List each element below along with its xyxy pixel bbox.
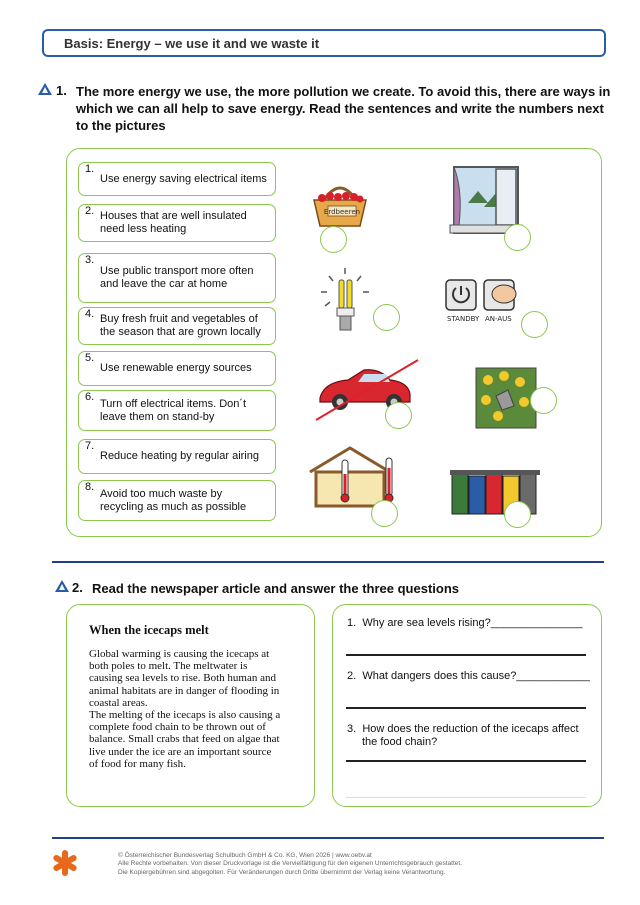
sentence-box-2: 2. Houses that are well insulated need less heating (78, 204, 276, 242)
recycling-bins-picture (450, 466, 548, 520)
sentence-box-5: 5. Use renewable energy sources (78, 351, 276, 386)
worksheet-title: Basis: Energy – we use it and we waste it (42, 29, 606, 57)
article-headline: When the icecaps melt (89, 623, 209, 637)
pencil-triangle-icon (55, 580, 69, 592)
answer-circle-bulb[interactable] (373, 304, 400, 331)
sentence-box-4: 4. Buy fresh fruit and vegetables of the season that are grown locally (78, 307, 276, 345)
insulated-house-picture (306, 444, 402, 508)
article-body: Global warming is causing the icecaps at both poles to melt. The meltwater is causing sea levels to rise. Both human and animal habitats are in danger of flooding in coastal areas. The melting of the icecaps is also causing a complete food chain to be thrown out of balance. Small crabs that feed on algae that live under the ice are an important source of food for many fish. (89, 648, 281, 770)
sentence-box-6: 6. Turn off electrical items. Don´t leave them on stand-by (78, 390, 276, 431)
task-2-number: 2. (72, 580, 83, 595)
answer-circle-basket[interactable] (320, 226, 347, 253)
answer-circle-car[interactable] (385, 402, 412, 429)
answer-circle-standby[interactable] (521, 311, 548, 338)
svg-text:AN-AUS: AN-AUS (485, 315, 512, 323)
answer-circle-window[interactable] (504, 224, 531, 251)
task-2-instructions: Read the newspaper article and answer the three questions (92, 581, 459, 596)
question-3: 3. How does the reduction of the icecaps affect the food chain? (347, 723, 579, 748)
answer-line-1[interactable] (346, 654, 586, 656)
questions-panel (332, 604, 602, 807)
question-2: 2. What dangers does this cause?____________ (347, 670, 590, 682)
publisher-logo-icon (53, 850, 77, 876)
question-1: 1. Why are sea levels rising?_______________ (347, 617, 583, 629)
svg-text:Erdbeeren: Erdbeeren (323, 208, 361, 216)
answer-line-3[interactable] (346, 760, 586, 762)
task-1-instructions: The more energy we use, the more pollution we create. To avoid this, there are ways in which we can all help to save energy. Read the sentences and write the numbers next to the pictures (76, 84, 611, 133)
energy-saving-bulb-picture (317, 266, 373, 338)
footer-divider (52, 837, 604, 839)
sentence-box-8: 8. Avoid too much waste by recycling as much as possible (78, 480, 276, 521)
svg-text:STANDBY: STANDBY (447, 315, 480, 323)
section-divider (52, 561, 604, 563)
strawberry-basket-picture (310, 182, 370, 230)
sentence-box-1: 1. Use energy saving electrical items (78, 162, 276, 196)
answer-line-2[interactable] (346, 707, 586, 709)
answer-circle-sunflowers[interactable] (530, 387, 557, 414)
answer-line-4[interactable] (346, 797, 586, 798)
sunflower-windmill-picture (474, 366, 538, 430)
footer-copyright: © Österreichischer Bundesverlag Schulbuch GmbH & Co. KG, Wien 2026 | www.oebv.at Alle Rechte vorbehalten. Von dieser Druckvorlage ist die Vervielfältigung für den eigenen Unterrichtsgebrauch gestattet. Die Kopiergebühren sind abgegolten. Für Veränderungen durch Dritte übernimmt der Verlag keine Verantwortung. (118, 852, 462, 876)
answer-circle-bins[interactable] (504, 501, 531, 528)
task-1-number: 1. (56, 83, 67, 98)
answer-circle-house[interactable] (371, 500, 398, 527)
sentence-box-3: 3. Use public transport more often and leave the car at home (78, 253, 276, 303)
standby-button-picture (444, 276, 518, 324)
pencil-triangle-icon (38, 83, 52, 95)
sentence-box-7: 7. Reduce heating by regular airing (78, 439, 276, 474)
